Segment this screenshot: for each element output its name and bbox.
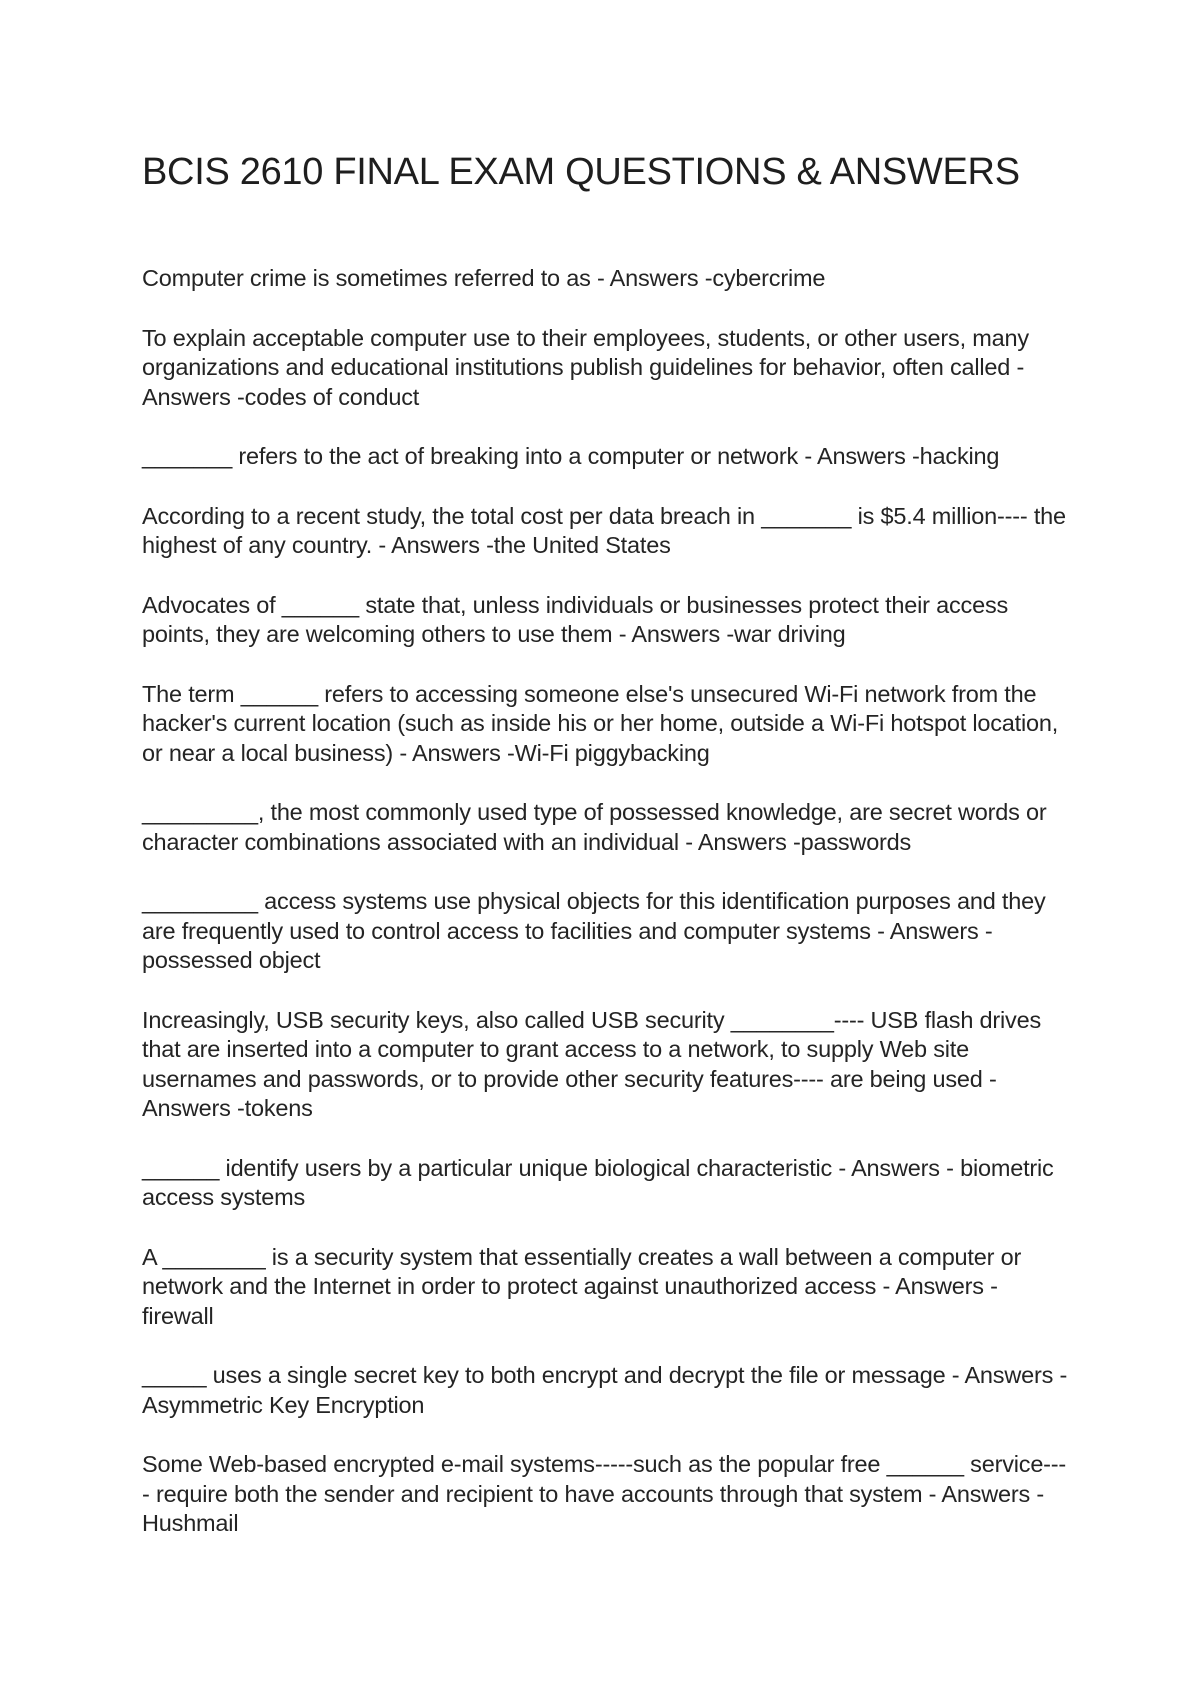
qa-item: A ________ is a security system that essentially creates a wall between a computer or network and the Internet in order to protect against unauthorized access - Answers - firewall [142, 1243, 1022, 1329]
qa-item: Advocates of ______ state that, unless individuals or businesses protect their access points, they are welcoming others to use them - Answers -war driving [142, 591, 1009, 647]
qa-item: The term ______ refers to accessing someone else's unsecured Wi-Fi network from the hacker's current location (such as inside his or her home, outside a Wi-Fi hotspot location, or near a local business) - Answers -Wi-Fi piggybacking [142, 680, 1059, 766]
qa-item: _______ refers to the act of breaking into a computer or network - Answers -hacking [142, 443, 1000, 469]
qa-list [142, 264, 1072, 1539]
qa-item: _____ uses a single secret key to both encrypt and decrypt the file or message - Answers -Asymmetric Key Encryption [142, 1362, 1068, 1418]
qa-item: ______ identify users by a particular unique biological characteristic - Answers - biometric access systems [142, 1154, 1054, 1210]
qa-item: Some Web-based encrypted e-mail systems-----such as the popular free ______ service---- require both the sender and recipient to have accounts through that system - Answers -Hushmail [142, 1451, 1067, 1536]
document-content [142, 150, 1072, 1569]
qa-item: To explain acceptable computer use to their employees, students, or other users, many organizations and educational institutions publish guidelines for behavior, often called - Answers -codes of conduct [142, 324, 1029, 410]
document-title: BCIS 2610 FINAL EXAM QUESTIONS & ANSWERS [142, 151, 1020, 193]
qa-item: _________ access systems use physical objects for this identification purposes and they are frequently used to control access to facilities and computer systems - Answers -possessed object [142, 888, 1046, 973]
qa-item: According to a recent study, the total cost per data breach in _______ is $5.4 million---- the highest of any country. - Answers -the United States [142, 502, 1066, 558]
qa-item: Increasingly, USB security keys, also called USB security ________---- USB flash drives that are inserted into a computer to grant access to a network, to supply Web site usernames and passwords, or to provide other security features---- are being used - Answers -tokens [142, 1006, 1042, 1121]
qa-item: _________, the most commonly used type of possessed knowledge, are secret words or character combinations associated with an individual - Answers -passwords [142, 799, 1047, 855]
qa-item: Computer crime is sometimes referred to as - Answers -cybercrime [142, 265, 826, 291]
